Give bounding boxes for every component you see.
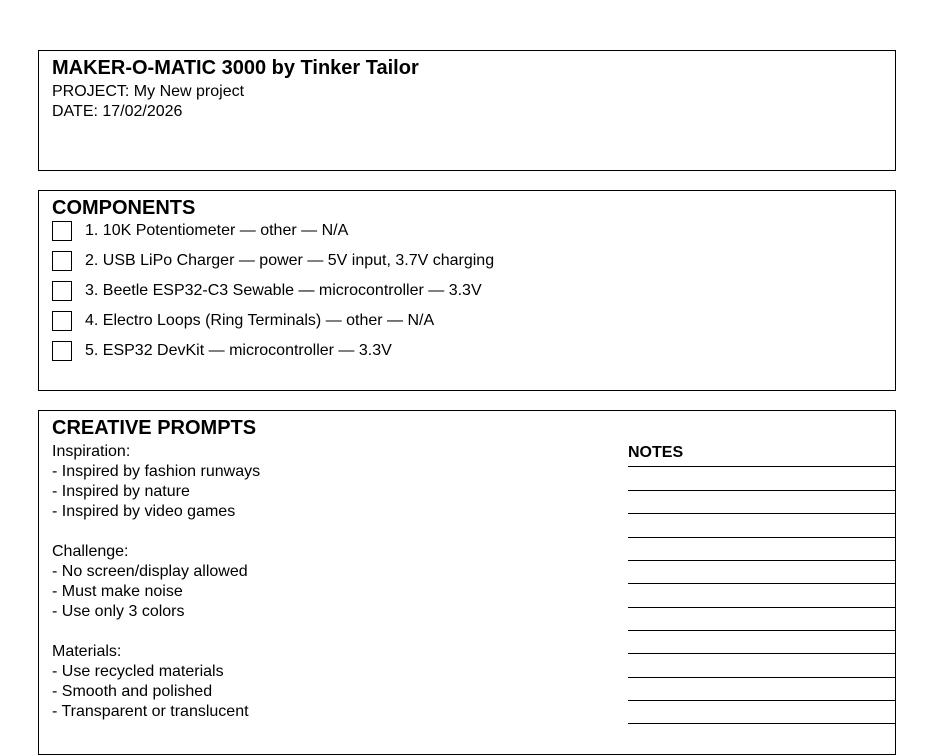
creative-prompts-heading: CREATIVE PROMPTS bbox=[52, 417, 257, 439]
header-box bbox=[38, 50, 896, 171]
notes-line[interactable] bbox=[628, 583, 896, 584]
component-item bbox=[52, 310, 434, 332]
component-checkbox[interactable] bbox=[52, 341, 72, 361]
materials-item: - Transparent or translucent bbox=[52, 703, 249, 720]
challenge-item: - No screen/display allowed bbox=[52, 563, 248, 580]
notes-line[interactable] bbox=[628, 653, 896, 654]
notes-line[interactable] bbox=[628, 700, 896, 701]
component-label: 2. USB LiPo Charger — power — 5V input, 3.7V charging bbox=[85, 252, 495, 269]
inspiration-item: - Inspired by nature bbox=[52, 483, 190, 500]
document-title: MAKER-O-MATIC 3000 by Tinker Tailor bbox=[52, 57, 419, 79]
component-label: 3. Beetle ESP32-C3 Sewable — microcontroller — 3.3V bbox=[85, 282, 482, 299]
notes-line[interactable] bbox=[628, 466, 896, 467]
notes-line[interactable] bbox=[628, 490, 896, 491]
notes-line[interactable] bbox=[628, 607, 896, 608]
notes-line[interactable] bbox=[628, 513, 896, 514]
component-checkbox[interactable] bbox=[52, 251, 72, 271]
component-item bbox=[52, 250, 494, 272]
component-item bbox=[52, 280, 482, 302]
component-checkbox[interactable] bbox=[52, 221, 72, 241]
component-label: 1. 10K Potentiometer — other — N/A bbox=[85, 222, 349, 239]
notes-line[interactable] bbox=[628, 630, 896, 631]
challenge-item: - Use only 3 colors bbox=[52, 603, 185, 620]
notes-heading: NOTES bbox=[628, 444, 684, 461]
component-checkbox[interactable] bbox=[52, 311, 72, 331]
component-label: 4. Electro Loops (Ring Terminals) — other — N/A bbox=[85, 312, 435, 329]
challenge-item: - Must make noise bbox=[52, 583, 183, 600]
notes-line[interactable] bbox=[628, 723, 896, 724]
notes-line[interactable] bbox=[628, 537, 896, 538]
materials-label: Materials: bbox=[52, 643, 122, 660]
notes-line[interactable] bbox=[628, 560, 896, 561]
component-label: 5. ESP32 DevKit — microcontroller — 3.3V bbox=[85, 342, 392, 359]
project-line: PROJECT: My New project bbox=[52, 83, 245, 100]
components-box bbox=[38, 190, 896, 391]
challenge-label: Challenge: bbox=[52, 543, 129, 560]
materials-item: - Use recycled materials bbox=[52, 663, 224, 680]
date-line: DATE: 17/02/2026 bbox=[52, 103, 183, 120]
inspiration-item: - Inspired by fashion runways bbox=[52, 463, 261, 480]
creative-prompts-box bbox=[38, 410, 896, 755]
inspiration-label: Inspiration: bbox=[52, 443, 131, 460]
components-heading: COMPONENTS bbox=[52, 197, 196, 219]
notes-line[interactable] bbox=[628, 677, 896, 678]
component-item bbox=[52, 220, 348, 242]
component-item bbox=[52, 340, 392, 362]
materials-item: - Smooth and polished bbox=[52, 683, 213, 700]
inspiration-item: - Inspired by video games bbox=[52, 503, 236, 520]
component-checkbox[interactable] bbox=[52, 281, 72, 301]
